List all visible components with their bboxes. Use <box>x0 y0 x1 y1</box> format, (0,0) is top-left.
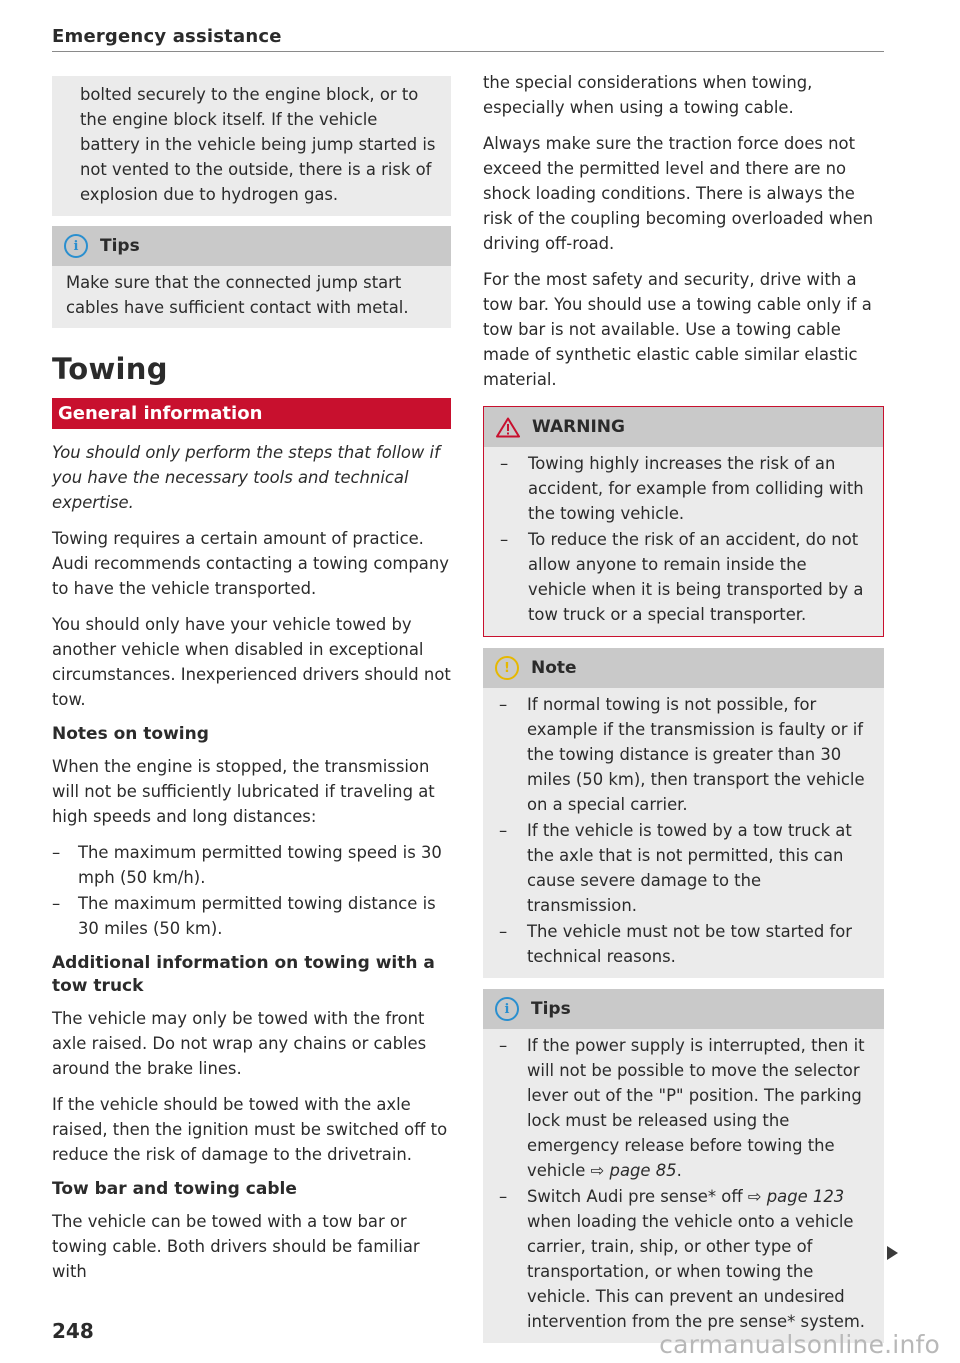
heading-additional-information: Additional information on towing with a tow truck <box>52 953 435 996</box>
list-item: – To reduce the risk of an accident, do not allow anyone to remain inside the vehicle when it is being transported by a tow truck or a special transporter. <box>500 530 864 624</box>
list-item: – If the power supply is interrupted, then it will not be possible to move the selector lever out of the "P" position. The parking lock must be released using the emergency release before towing the vehicle ⇨ page 85. <box>499 1036 865 1180</box>
note-title: Note <box>531 658 577 678</box>
continue-arrow-icon <box>887 1246 898 1260</box>
list-item: – The maximum permitted towing speed is 30 mph (50 km/h). <box>52 843 442 887</box>
page-reference-link[interactable]: ⇨ page 123 <box>747 1187 845 1206</box>
tips-body <box>483 1029 884 1343</box>
list-item: – If normal towing is not possible, for example if the transmission is faulty or if the towing distance is greater than 30 miles (50 km), then transport the vehicle on a special carrier. <box>499 695 865 814</box>
list-item: – Switch Audi pre sense* off ⇨ page 123 when loading the vehicle onto a vehicle carrier, train, ship, or other type of transportation, or when towing the vehicle. This can prevent an undesired intervention from the pre sense* system. <box>499 1187 866 1331</box>
watermark: carmanualsonline.info <box>659 1330 940 1359</box>
warning-body <box>484 447 883 636</box>
right-column <box>483 70 884 1343</box>
paragraph: When the engine is stopped, the transmission will not be sufficiently lubricated if traveling at high speeds and long distances: <box>52 757 435 826</box>
note-body <box>483 688 884 978</box>
heading-towing: Towing <box>52 352 168 386</box>
left-column <box>52 70 451 1295</box>
paragraph: Towing requires a certain amount of practice. Audi recommends contacting a towing company to have the vehicle transported. <box>52 529 449 598</box>
list-item: – If the vehicle is towed by a tow truck at the axle that is not permitted, this can cause severe damage to the transmission. <box>499 821 852 915</box>
towing-limits-list <box>52 840 451 941</box>
paragraph: You should only have your vehicle towed by another vehicle when disabled in exceptional circumstances. Inexperienced drivers should not tow. <box>52 615 451 709</box>
list-item: – The vehicle must not be tow started for technical reasons. <box>499 922 853 966</box>
tips-box-towing <box>483 989 884 1343</box>
warning-triangle-icon <box>496 417 520 438</box>
header-rule <box>52 51 884 52</box>
heading-notes-on-towing: Notes on towing <box>52 724 209 744</box>
tips-text: Make sure that the connected jump start cables have sufficient contact with metal. <box>66 273 409 317</box>
paragraph: The vehicle may only be towed with the front axle raised. Do not wrap any chains or cables around the brake lines. <box>52 1009 427 1078</box>
warning-box <box>483 406 884 637</box>
page-reference-link[interactable]: ⇨ page 85 <box>590 1161 677 1180</box>
paragraph: the special considerations when towing, especially when using a towing cable. <box>483 73 813 117</box>
section-general-information: General information <box>52 398 451 429</box>
warning-title: WARNING <box>532 417 625 437</box>
paragraph: For the most safety and security, drive with a tow bar. You should use a towing cable only if a tow bar is not available. Use a towing cable made of synthetic elastic cable similar elastic material. <box>483 270 872 389</box>
tips-title: Tips <box>100 236 140 256</box>
tips-header <box>52 226 451 266</box>
tips-box-jump-start <box>52 226 451 328</box>
list-item: – Towing highly increases the risk of an accident, for example from colliding with the towing vehicle. <box>500 454 864 523</box>
info-icon: i <box>495 997 519 1021</box>
info-icon: i <box>64 234 88 258</box>
warning-header <box>484 407 883 447</box>
note-header <box>483 648 884 688</box>
tips-header <box>483 989 884 1029</box>
tips-body <box>52 266 451 328</box>
running-header: Emergency assistance <box>52 26 282 47</box>
page-number: 248 <box>52 1319 94 1343</box>
continued-warning-text: bolted securely to the engine block, or to the engine block itself. If the vehicle battery in the vehicle being jump started is not vented to the outside, there is a risk of explosion due to hydrogen gas. <box>80 85 436 204</box>
continued-warning-box <box>52 76 451 216</box>
paragraph: The vehicle can be towed with a tow bar or towing cable. Both drivers should be familiar with <box>52 1212 420 1281</box>
paragraph: Always make sure the traction force does not exceed the permitted level and there are no shock loading conditions. There is always the risk of the coupling becoming overloaded when driving off-road. <box>483 134 874 253</box>
list-item: – The maximum permitted towing distance is 30 miles (50 km). <box>52 894 436 938</box>
paragraph: If the vehicle should be towed with the axle raised, then the ignition must be switched off to reduce the risk of damage to the drivetrain. <box>52 1095 448 1164</box>
intro-text: You should only perform the steps that follow if you have the necessary tools and technical expertise. <box>52 443 440 512</box>
tips-title: Tips <box>531 999 571 1019</box>
heading-tow-bar-and-cable: Tow bar and towing cable <box>52 1179 297 1199</box>
note-icon: ! <box>495 656 519 680</box>
note-box <box>483 648 884 978</box>
